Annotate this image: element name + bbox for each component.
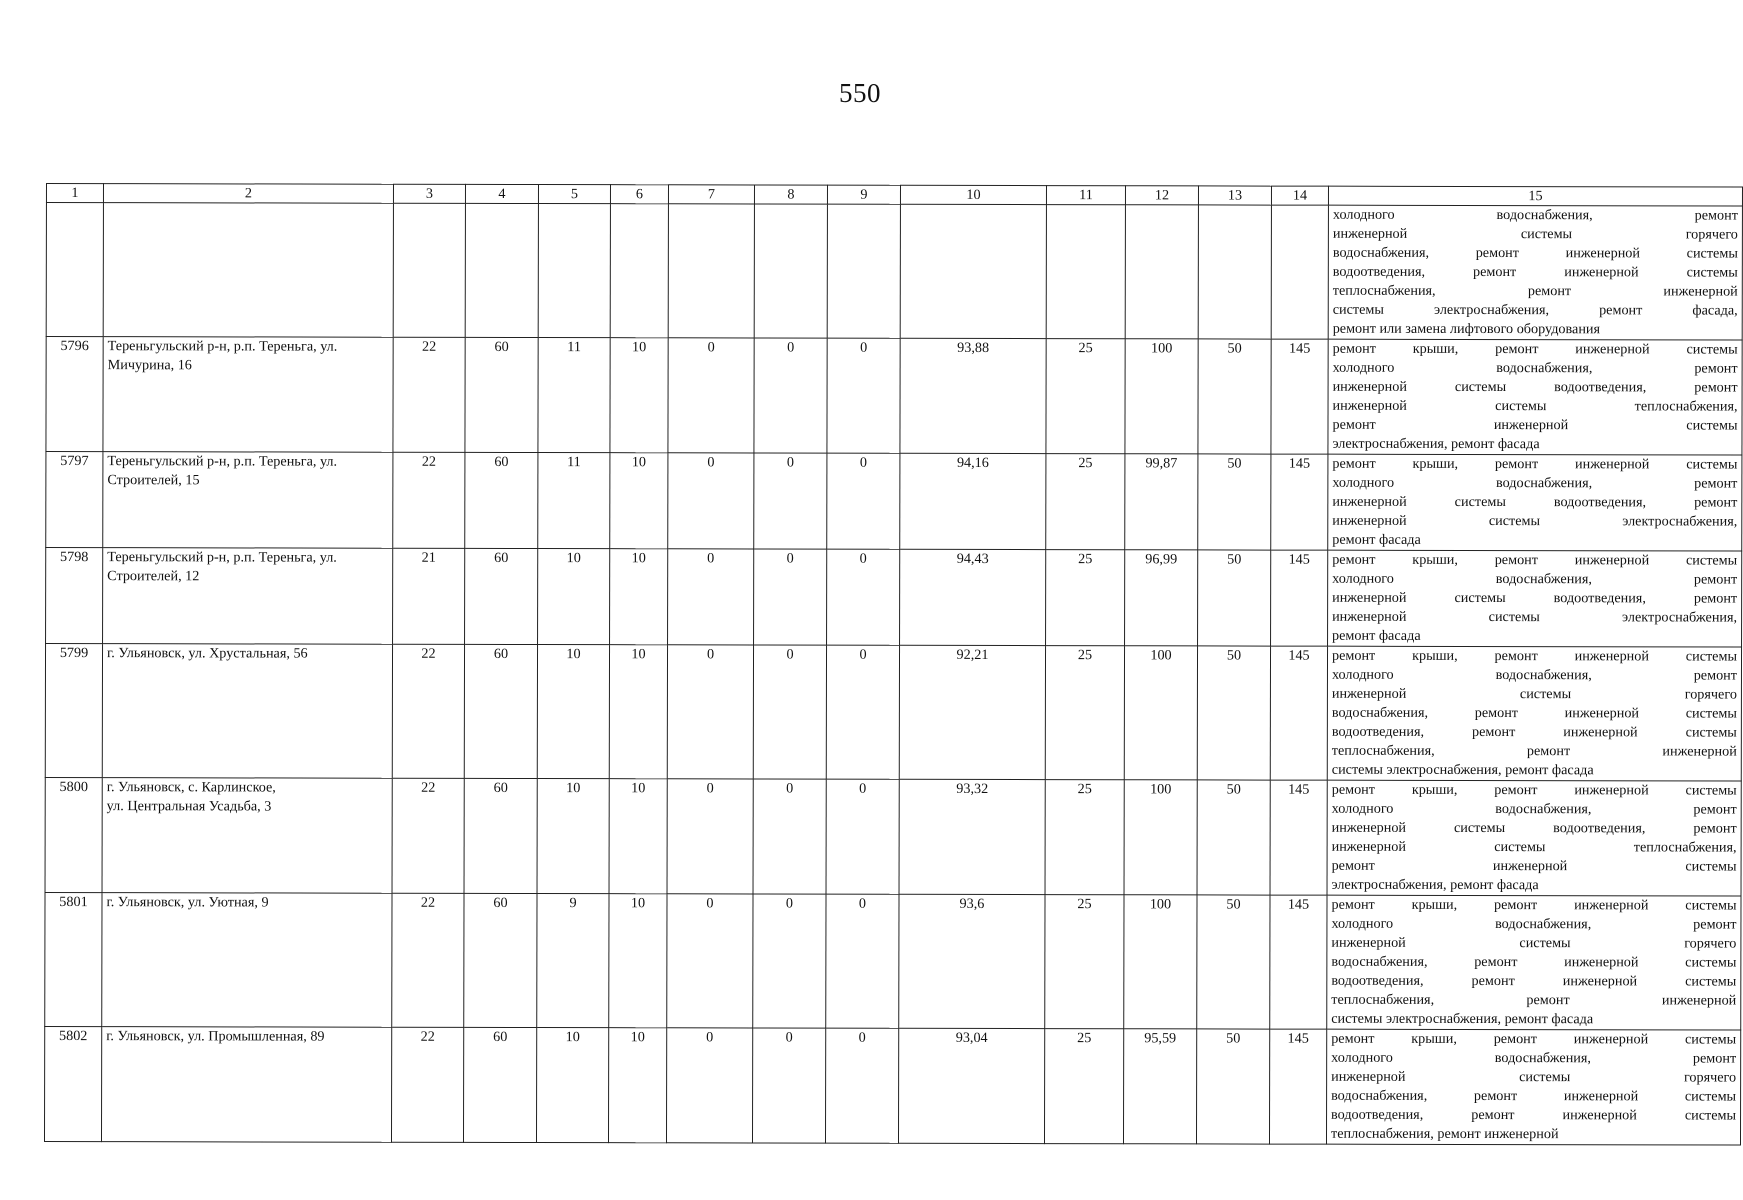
works-cell [1328,205,1742,340]
value-cell-col-8: 0 [753,645,826,779]
value-cell-col-9: 0 [827,453,900,549]
works-line: холодного водоснабжения, ремонт [1331,666,1737,684]
value-cell-col-5: 11 [538,338,610,453]
value-cell-col-9: 0 [827,549,900,645]
value-cell-col-11: 25 [1046,454,1125,550]
value-cell-col-6: 10 [610,338,668,453]
address-line: ул. Центральная Усадьба, 3 [106,798,272,815]
table-row [45,644,1741,782]
value-cell-col-13 [1198,205,1271,339]
works-line: ремонт фасада [1332,531,1421,548]
works-line: инженерной системы горячего [1331,685,1737,703]
address-line: Строителей, 12 [107,568,200,585]
works-cell [1326,1029,1740,1145]
page-number: 550 [839,78,881,108]
value-cell-col-10: 93,88 [900,338,1046,453]
value-cell-col-4: 60 [464,644,537,778]
table-row [46,337,1742,456]
value-cell-col-12: 95,59 [1123,1029,1196,1144]
value-cell-col-10: 94,43 [900,549,1046,645]
header-cell-col-4: 4 [465,184,538,203]
works-line: инженерной системы водоотведения, ремонт [1332,493,1738,511]
address-cell [103,203,393,338]
header-cell-col-9: 9 [827,185,900,204]
value-cell-col-4: 60 [465,548,538,644]
works-line: ремонт крыши, ремонт инженерной системы [1331,647,1738,665]
value-cell-col-8: 0 [754,453,827,549]
table-row [44,1026,1740,1145]
works-line: теплоснабжения, ремонт инженерной [1330,1125,1559,1143]
value-cell-col-12: 99,87 [1125,454,1198,550]
works-line: ремонт крыши, ремонт инженерной системы [1332,340,1738,358]
works-line: ремонт инженерной системы [1331,857,1737,875]
works-line: холодного водоснабжения, ремонт [1332,206,1738,224]
header-cell-col-5: 5 [538,185,610,204]
row-number-cell: 5802 [44,1026,101,1141]
works-line: инженерной системы теплоснабжения, [1331,838,1737,856]
value-cell-col-3 [393,203,465,337]
table-row [46,452,1742,552]
header-cell-col-7: 7 [668,185,754,204]
works-line: инженерной системы водоотведения, ремонт [1332,589,1738,607]
works-line: холодного водоснабжения, ремонт [1332,359,1738,377]
works-line: инженерной системы электроснабжения, [1332,512,1738,530]
address-cell [103,548,393,645]
value-cell-col-14: 145 [1270,780,1327,895]
registry-table [44,183,1743,1146]
value-cell-col-12: 100 [1125,339,1198,454]
works-line: инженерной системы теплоснабжения, [1332,397,1738,415]
value-cell-col-3: 22 [393,452,465,548]
value-cell-col-8: 0 [754,549,827,645]
value-cell-col-14: 145 [1271,454,1328,550]
value-cell-col-4: 60 [463,1027,536,1142]
value-cell-col-9 [827,204,900,338]
value-cell-col-6: 10 [609,645,667,779]
value-cell-col-6: 10 [610,549,668,645]
works-line: электроснабжения, ремонт фасада [1331,876,1539,894]
address-cell [102,644,392,779]
address-line: г. Ульяновск, ул. Промышленная, 89 [106,1028,325,1045]
value-cell-col-10: 93,6 [899,894,1045,1028]
works-line: холодного водоснабжения, ремонт [1331,1049,1737,1067]
table-row [46,548,1742,648]
works-line: водоснабжения, ремонт инженерной системы [1332,244,1738,262]
works-line: инженерной системы электроснабжения, [1332,608,1738,626]
value-cell-col-14 [1271,205,1328,339]
value-cell-col-5 [538,204,610,338]
value-cell-col-9: 0 [825,1028,898,1143]
works-cell [1327,646,1741,781]
table-row [45,892,1741,1030]
header-cell-col-6: 6 [610,185,668,204]
works-cell [1328,454,1742,551]
value-cell-col-12: 100 [1124,780,1197,895]
value-cell-col-3: 21 [393,548,465,644]
works-line: ремонт инженерной системы [1332,416,1738,434]
works-line: холодного водоснабжения, ремонт [1331,800,1737,818]
value-cell-col-9: 0 [826,894,899,1028]
row-number-cell: 5800 [45,777,102,892]
value-cell-col-3: 22 [393,337,465,452]
works-line: системы электроснабжения, ремонт фасада [1331,1010,1594,1028]
header-cell-col-10: 10 [900,185,1046,204]
value-cell-col-7 [668,204,754,338]
row-number-cell [46,203,103,337]
value-cell-col-14: 145 [1270,646,1327,780]
header-cell-address: 2 [103,184,393,204]
value-cell-col-7: 0 [668,549,754,645]
value-cell-col-10: 93,32 [899,779,1045,894]
works-line: холодного водоснабжения, ремонт [1331,915,1737,933]
value-cell-col-5: 9 [537,894,609,1028]
header-cell-col-3: 3 [393,184,465,203]
value-cell-col-4: 60 [465,452,538,548]
works-line: ремонт крыши, ремонт инженерной системы [1331,1030,1737,1048]
address-line: Тереньгульский р-н, р.п. Тереньга, ул. [107,453,338,470]
value-cell-col-8: 0 [754,338,827,453]
works-line: ремонт фасада [1332,627,1421,644]
table-row [45,777,1741,896]
value-cell-col-12: 100 [1124,646,1197,780]
works-line: водоснабжения, ремонт инженерной системы [1331,1087,1737,1105]
value-cell-col-13: 50 [1197,780,1270,895]
address-cell [103,452,393,549]
header-cell-col-11: 11 [1046,186,1125,205]
works-line: электроснабжения, ремонт фасада [1332,435,1540,453]
works-cell [1328,550,1742,647]
header-cell-col-14: 14 [1271,186,1328,205]
value-cell-col-5: 10 [537,779,609,894]
address-cell [102,778,392,894]
address-cell [103,337,393,453]
works-line: холодного водоснабжения, ремонт [1332,570,1738,588]
address-line: Тереньгульский р-н, р.п. Тереньга, ул. [107,338,338,355]
value-cell-col-6: 10 [608,1028,666,1143]
value-cell-col-3: 22 [392,893,464,1027]
value-cell-col-7: 0 [667,645,753,779]
works-line: инженерной системы водоотведения, ремонт [1331,819,1737,837]
table-row [46,203,1742,341]
value-cell-col-4: 60 [464,778,537,893]
value-cell-col-7: 0 [667,894,753,1028]
value-cell-col-13: 50 [1198,550,1271,646]
value-cell-col-13: 50 [1198,339,1271,454]
value-cell-col-14: 145 [1271,550,1328,646]
row-number-cell: 5799 [45,644,102,778]
works-line: водоотведения, ремонт инженерной системы [1331,972,1737,990]
value-cell-col-8: 0 [753,894,826,1028]
works-line: водоотведения, ремонт инженерной системы [1332,263,1738,281]
works-line: системы электроснабжения, ремонт фасада [1331,761,1594,779]
address-line: г. Ульяновск, ул. Уютная, 9 [106,894,269,911]
works-cell [1327,895,1741,1030]
header-cell-row-number: 1 [46,184,103,203]
value-cell-col-10: 92,21 [899,645,1045,779]
value-cell-col-3: 22 [391,1027,463,1142]
works-line: холодного водоснабжения, ремонт [1332,474,1738,492]
value-cell-col-3: 22 [392,644,464,778]
address-line: Тереньгульский р-н, р.п. Тереньга, ул. [107,549,337,566]
value-cell-col-14: 145 [1270,895,1327,1029]
works-line: водоотведения, ремонт инженерной системы [1331,1106,1737,1124]
value-cell-col-9: 0 [826,779,899,894]
header-cell-col-8: 8 [754,185,827,204]
address-line: г. Ульяновск, ул. Хрустальная, 56 [106,645,308,662]
works-line: инженерной системы горячего [1331,1068,1737,1086]
value-cell-col-8 [754,204,827,338]
works-line: ремонт крыши, ремонт инженерной системы [1332,551,1738,569]
value-cell-col-7: 0 [668,453,754,549]
value-cell-col-6: 10 [609,779,667,894]
value-cell-col-11: 25 [1046,550,1125,646]
works-line: водоотведения, ремонт инженерной системы [1331,723,1737,741]
works-line: водоснабжения, ремонт инженерной системы [1331,704,1737,722]
address-line: г. Ульяновск, с. Карлинское, [106,779,276,796]
value-cell-col-14: 145 [1269,1029,1326,1144]
works-line: ремонт или замена лифтового оборудования [1332,320,1601,338]
value-cell-col-13: 50 [1197,895,1270,1029]
value-cell-col-9: 0 [827,338,900,453]
value-cell-col-14: 145 [1271,339,1328,454]
row-number-cell: 5796 [46,337,103,452]
value-cell-col-12 [1125,205,1198,339]
value-cell-col-8: 0 [752,1028,825,1143]
value-cell-col-11: 25 [1045,895,1124,1029]
works-line: ремонт крыши, ремонт инженерной системы [1332,455,1738,473]
value-cell-col-13: 50 [1197,646,1270,780]
works-line: ремонт крыши, ремонт инженерной системы [1331,781,1737,799]
header-cell-col-13: 13 [1198,186,1271,205]
address-cell [101,1027,391,1143]
value-cell-col-4 [465,203,538,337]
value-cell-col-11: 25 [1044,1029,1123,1144]
works-line: системы электроснабжения, ремонт фасада, [1332,301,1738,319]
row-number-cell: 5798 [46,548,103,644]
value-cell-col-12: 96,99 [1125,550,1198,646]
value-cell-col-10: 94,16 [900,453,1046,549]
value-cell-col-10: 93,04 [898,1028,1044,1143]
row-number-cell: 5801 [45,892,102,1026]
works-line: инженерной системы водоотведения, ремонт [1332,378,1738,396]
value-cell-col-6 [610,204,668,338]
header-cell-col-12: 12 [1125,186,1198,205]
address-line: Мичурина, 16 [107,357,192,374]
works-cell [1328,339,1742,455]
value-cell-col-5: 10 [536,1028,608,1143]
value-cell-col-11: 25 [1045,780,1124,895]
value-cell-col-10 [900,204,1046,338]
value-cell-col-11: 25 [1045,646,1124,780]
address-cell [102,893,392,1028]
value-cell-col-11: 25 [1046,339,1125,454]
value-cell-col-3: 22 [392,778,464,893]
works-line: водоснабжения, ремонт инженерной системы [1331,953,1737,971]
header-cell-works-list: 15 [1328,186,1742,206]
value-cell-col-7: 0 [667,779,753,894]
value-cell-col-5: 10 [538,549,610,645]
value-cell-col-12: 100 [1124,895,1197,1029]
value-cell-col-9: 0 [826,645,899,779]
value-cell-col-7: 0 [666,1028,752,1143]
value-cell-col-6: 10 [609,894,667,1028]
value-cell-col-13: 50 [1198,454,1271,550]
value-cell-col-4: 60 [464,893,537,1027]
works-line: инженерной системы горячего [1332,225,1738,243]
works-line: ремонт крыши, ремонт инженерной системы [1331,896,1737,914]
works-line: теплоснабжения, ремонт инженерной [1331,742,1737,760]
value-cell-col-7: 0 [668,338,754,453]
value-cell-col-6: 10 [610,453,668,549]
value-cell-col-4: 60 [465,337,538,452]
works-cell [1327,780,1741,896]
address-line: Строителей, 15 [107,472,200,489]
works-line: теплоснабжения, ремонт инженерной [1331,991,1737,1009]
value-cell-col-5: 11 [538,453,610,549]
value-cell-col-13: 50 [1196,1029,1269,1144]
row-number-cell: 5797 [46,452,103,548]
works-line: теплоснабжения, ремонт инженерной [1332,282,1738,300]
works-line: инженерной системы горячего [1331,934,1737,952]
value-cell-col-5: 10 [537,645,609,779]
value-cell-col-8: 0 [753,779,826,894]
value-cell-col-11 [1046,205,1125,339]
